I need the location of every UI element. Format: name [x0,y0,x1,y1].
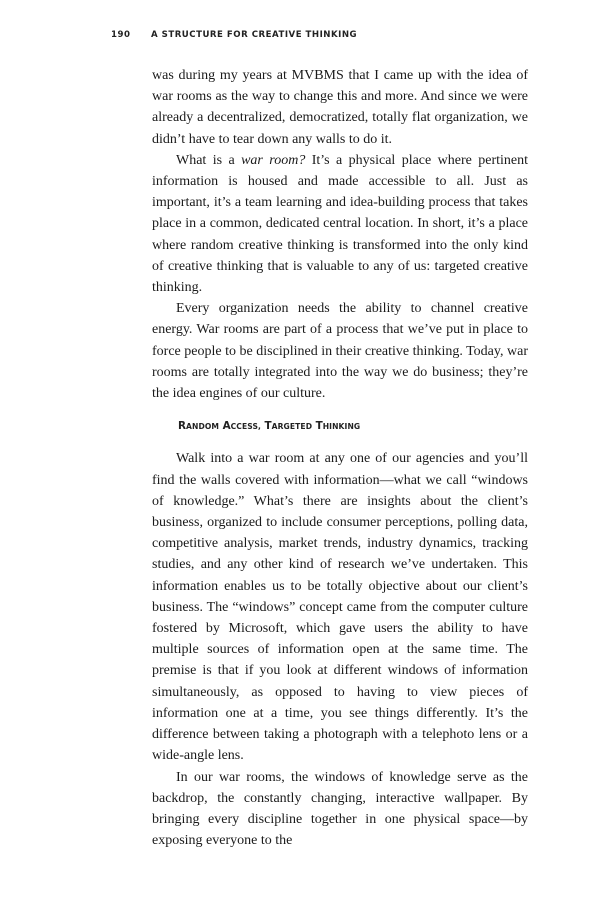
paragraph-2-lead: What is a [176,152,242,168]
paragraph-2 [152,150,528,298]
war-room-term: war room? [241,152,306,168]
running-title: A STRUCTURE FOR CREATIVE THINKING [151,30,358,40]
running-head [0,28,600,44]
paragraph-3: Every organization needs the ability to channel creative energy. War rooms are part of a process that we’ve put in place to force people to be disciplined in their creative thinking. Today, war rooms are totally integrated into the way we do business; they’re the idea engines of our culture. [152,301,528,402]
page-number: 190 [111,30,131,40]
paragraph-5: In our war rooms, the windows of knowledge serve as the backdrop, the constantly changing, interactive wallpaper. By bringing every discipline together in one physical space—by exposing everyone to the [152,769,528,849]
body-text [152,65,528,851]
paragraph-4: Walk into a war room at any one of our agencies and you’ll find the walls covered with information—what we call “windows of knowledge.” What’s there are insights about the client’s business, organized to include consumer perceptions, polling data, competitive analysis, market trends, industry dynamics, tracking studies, and any other kind of research we’ve undertaken. This information enables us to be totally objective about our client’s business. The “windows” concept came from the computer culture fostered by Microsoft, which gave users the ability to have multiple sources of information open at the same time. The premise is that if you look at different windows of information simultaneously, as opposed to having to view pieces of information one at a time, you see things differently. It’s the difference between taking a photograph with a telephoto lens or a wide-angle lens. [152,451,528,764]
paragraph-2-rest: It’s a physical place where pertinent information is housed and made accessible to all. Just as important, it’s a team learning and idea-building process that takes place in a common, dedicated central location. In short, it’s a place where random creative thinking is transformed into the only kind of creative thinking that is valuable to any of us: targeted creative thinking. [152,152,529,296]
paragraph-1: was during my years at MVBMS that I came up with the idea of war rooms as the way to change this and more. And since we were already a decentralized, democratized, totally flat organization, we didn’t have to tear down any walls to do it. [152,68,528,147]
section-subhead: RANDOM ACCESS, TARGETED THINKING [178,420,361,433]
